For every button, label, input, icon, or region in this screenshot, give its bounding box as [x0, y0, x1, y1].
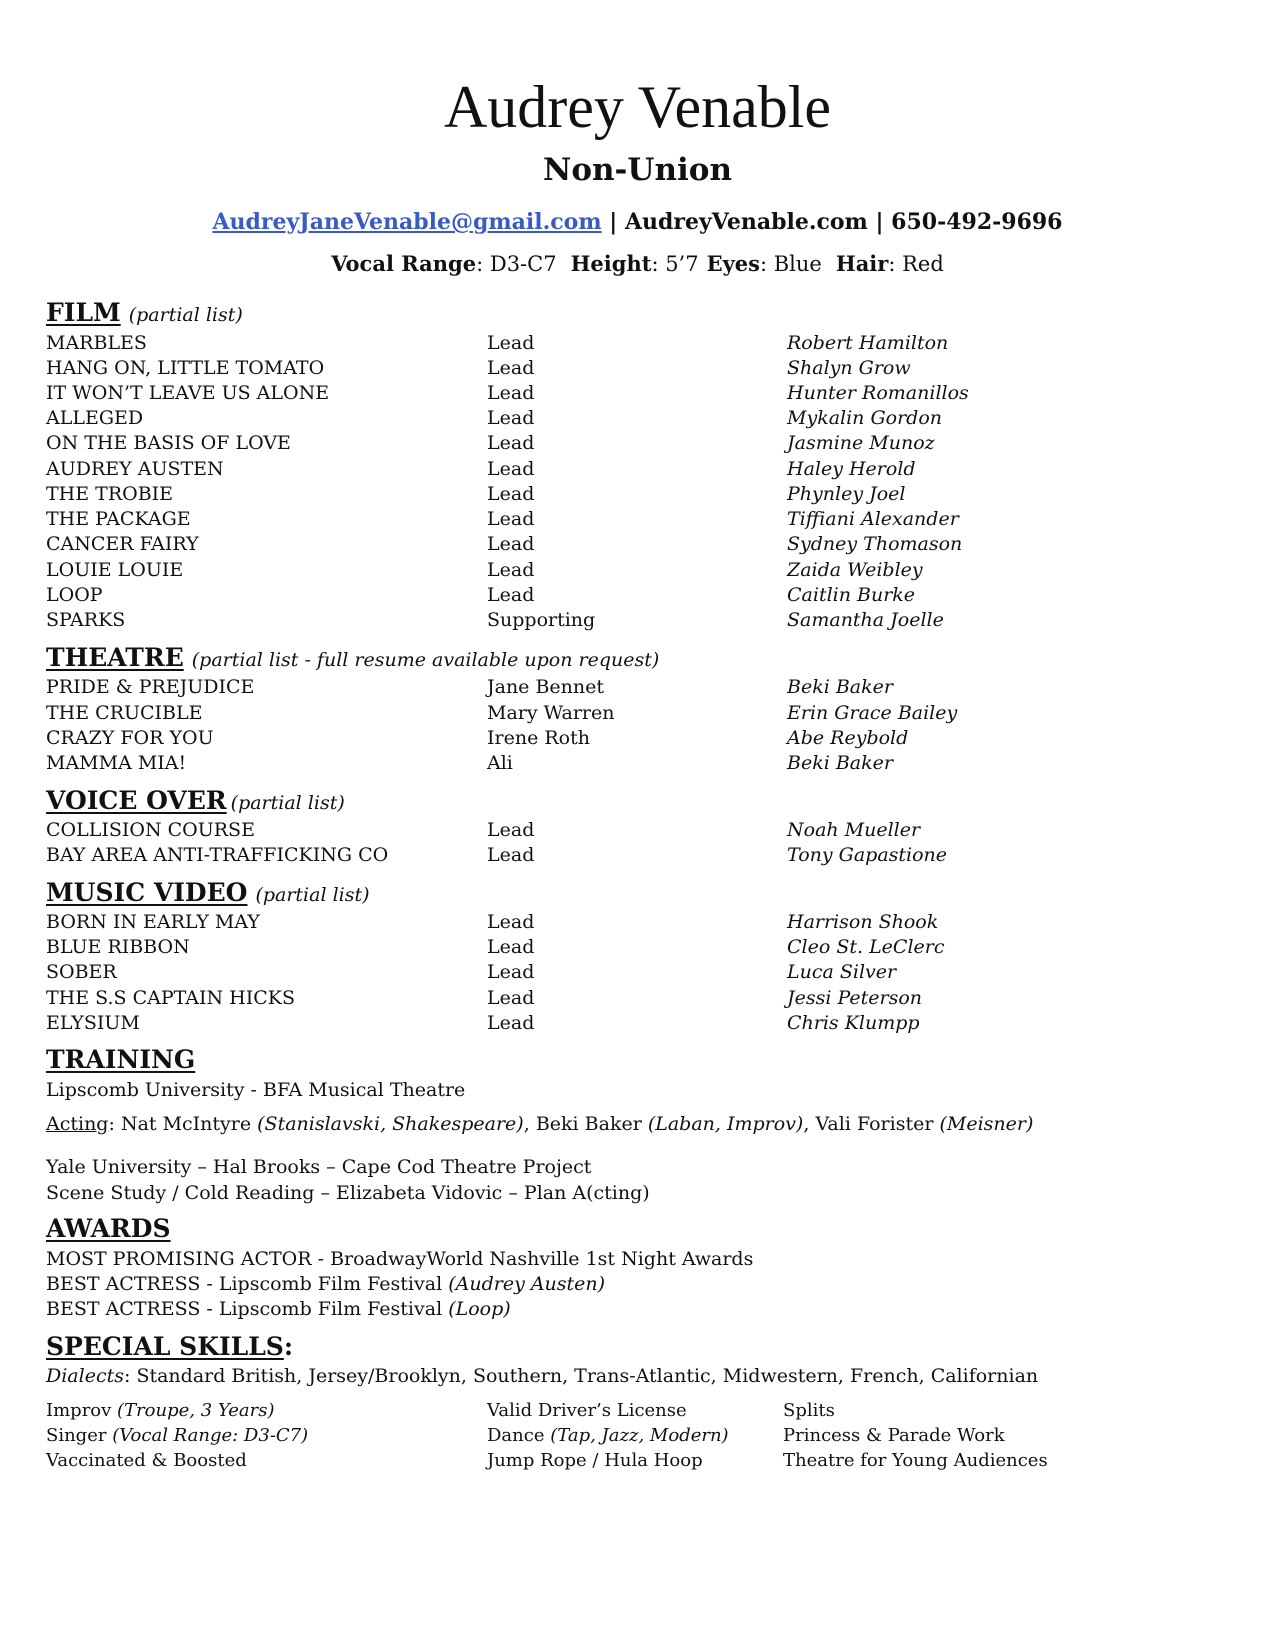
phone-text: 650-492-9696: [891, 209, 1063, 235]
credit-row: [46, 607, 1246, 633]
voice-over-section-heading: [46, 786, 345, 819]
credit-director: Jasmine Munoz: [787, 432, 935, 454]
union-status: Non-Union: [543, 152, 732, 188]
credit-title: THE PACKAGE: [46, 508, 191, 530]
credit-row: [46, 582, 1246, 608]
skill-item: [487, 1424, 729, 1448]
section-note: (partial list): [128, 304, 243, 326]
dialects-line: [46, 1363, 1038, 1389]
credit-director: Sydney Thomason: [787, 533, 963, 555]
award-note: (Loop): [448, 1298, 511, 1320]
teacher-detail: (Stanislavski, Shakespeare): [257, 1113, 524, 1135]
training-section-heading: [46, 1045, 195, 1078]
credit-row: [46, 674, 1246, 700]
height-value: : 5’7: [651, 252, 699, 276]
credit-title: THE S.S CAPTAIN HICKS: [46, 987, 295, 1009]
skill-item: [46, 1424, 308, 1448]
award-item: MOST PROMISING ACTOR - BroadwayWorld Nashville 1st Night Awards: [46, 1248, 754, 1270]
vocal-range-value: : D3-C7: [476, 252, 557, 276]
training-other: Yale University – Hal Brooks – Cape Cod Theatre Project: [46, 1156, 592, 1178]
credit-row: [46, 934, 1246, 960]
credit-role: Lead: [487, 584, 535, 606]
credit-title: BORN IN EARLY MAY: [46, 911, 260, 933]
credit-role: Lead: [487, 533, 535, 555]
credit-role: Lead: [487, 911, 535, 933]
teacher-separator: ,: [803, 1113, 816, 1135]
teacher-name: Beki Baker: [535, 1113, 648, 1135]
credit-role: Ali: [487, 752, 513, 774]
acting-label: Acting: [46, 1113, 109, 1135]
credit-role: Lead: [487, 432, 535, 454]
acting-colon: :: [108, 1113, 121, 1135]
stats-line: [0, 250, 1275, 278]
training-school: Lipscomb University - BFA Musical Theatre: [46, 1079, 466, 1101]
credit-director: Chris Klumpp: [787, 1012, 920, 1034]
skill-item: Princess & Parade Work: [783, 1425, 1005, 1446]
credit-title: COLLISION COURSE: [46, 819, 255, 841]
hair-label: Hair: [835, 251, 889, 276]
training-other: Scene Study / Cold Reading – Elizabeta Vidovic – Plan A(cting): [46, 1182, 650, 1204]
award-item: [46, 1296, 511, 1322]
awards-section-heading: [46, 1214, 171, 1247]
skill-text: Dance: [487, 1425, 551, 1446]
credit-director: Harrison Shook: [787, 911, 939, 933]
credit-director: Jessi Peterson: [787, 987, 923, 1009]
credit-title: MAMMA MIA!: [46, 752, 187, 774]
skill-item: Jump Rope / Hula Hoop: [487, 1450, 703, 1471]
vocal-range-label: Vocal Range: [331, 251, 477, 276]
credit-director: Samantha Joelle: [787, 609, 944, 631]
credit-row: [46, 985, 1246, 1011]
credit-role: Lead: [487, 407, 535, 429]
theatre-section-heading: [46, 643, 659, 676]
credit-title: SPARKS: [46, 609, 126, 631]
credit-row: [46, 456, 1246, 482]
section-title: TRAINING: [46, 1045, 196, 1074]
teacher-name: Nat McIntyre: [120, 1113, 258, 1135]
credit-director: Caitlin Burke: [787, 584, 916, 606]
credit-director: Beki Baker: [787, 752, 893, 774]
training-acting: [46, 1111, 1033, 1137]
credit-row: [46, 380, 1246, 406]
credit-director: Hunter Romanillos: [787, 382, 969, 404]
actor-name: Audrey Venable: [443, 74, 832, 140]
credit-role: Lead: [487, 559, 535, 581]
credit-row: [46, 330, 1246, 356]
credit-role: Jane Bennet: [487, 676, 605, 698]
credit-title: LOUIE LOUIE: [46, 559, 184, 581]
credit-director: Tony Gapastione: [787, 844, 948, 866]
credit-row: [46, 1010, 1246, 1036]
credit-title: CANCER FAIRY: [46, 533, 199, 555]
credit-title: ON THE BASIS OF LOVE: [46, 432, 291, 454]
credit-title: THE TROBIE: [46, 483, 174, 505]
teacher-detail: (Laban, Improv): [647, 1113, 804, 1135]
credit-title: ALLEGED: [46, 407, 144, 429]
skill-text: Singer: [46, 1425, 113, 1446]
skill-text: Improv: [46, 1400, 118, 1421]
credit-row: [46, 700, 1246, 726]
credit-row: [46, 405, 1246, 431]
credit-director: Beki Baker: [787, 676, 893, 698]
credit-director: Noah Mueller: [787, 819, 921, 841]
credit-row: [46, 531, 1246, 557]
section-note: (partial list - full resume available upon request): [191, 649, 660, 671]
section-title: MUSIC VIDEO: [46, 878, 248, 907]
height-label: Height: [570, 251, 652, 276]
skill-note: (Vocal Range: D3-C7): [112, 1425, 309, 1446]
skill-item: Theatre for Young Audiences: [783, 1450, 1048, 1471]
credit-director: Tiffiani Alexander: [787, 508, 959, 530]
skill-item: Splits: [783, 1400, 835, 1421]
credit-role: Lead: [487, 332, 535, 354]
skill-item: [46, 1399, 274, 1423]
credit-role: Lead: [487, 844, 535, 866]
section-title: AWARDS: [46, 1214, 171, 1243]
credit-role: Irene Roth: [487, 727, 590, 749]
skill-item: Vaccinated & Boosted: [46, 1450, 247, 1471]
credit-row: [46, 817, 1246, 843]
award-item: [46, 1271, 605, 1297]
skill-item: Valid Driver’s License: [487, 1400, 687, 1421]
contact-separator: |: [867, 209, 892, 235]
credit-title: ELYSIUM: [46, 1012, 140, 1034]
skills-section-heading: [46, 1332, 293, 1365]
credit-director: Shalyn Grow: [787, 357, 911, 379]
credit-director: Erin Grace Bailey: [787, 702, 958, 724]
credit-title: CRAZY FOR YOU: [46, 727, 214, 749]
credit-title: LOOP: [46, 584, 103, 606]
credit-director: Haley Herold: [787, 458, 916, 480]
section-title: FILM: [46, 298, 121, 327]
credit-role: Lead: [487, 961, 535, 983]
contact-separator: |: [601, 209, 625, 235]
credit-role: Lead: [487, 987, 535, 1009]
teacher-separator: ,: [523, 1113, 536, 1135]
website-text: AudreyVenable.com: [624, 209, 868, 235]
section-title: VOICE OVER: [46, 786, 227, 815]
credit-director: Abe Reybold: [787, 727, 909, 749]
dialects-label: Dialects: [46, 1365, 124, 1387]
credit-title: PRIDE & PREJUDICE: [46, 676, 255, 698]
award-note: (Audrey Austen): [448, 1273, 606, 1295]
credit-row: [46, 725, 1246, 751]
credit-title: BAY AREA ANTI-TRAFFICKING CO: [46, 844, 389, 866]
credit-row: [46, 750, 1246, 776]
credit-row: [46, 430, 1246, 456]
credit-director: Robert Hamilton: [787, 332, 949, 354]
hair-value: : Red: [888, 252, 944, 276]
section-note: (partial list): [255, 884, 370, 906]
section-colon: :: [283, 1332, 294, 1361]
credit-role: Lead: [487, 936, 535, 958]
credit-role: Lead: [487, 508, 535, 530]
film-section-heading: [46, 298, 243, 331]
credit-title: BLUE RIBBON: [46, 936, 190, 958]
credit-director: Cleo St. LeClerc: [787, 936, 945, 958]
credit-role: Supporting: [487, 609, 596, 631]
credit-title: HANG ON, LITTLE TOMATO: [46, 357, 325, 379]
credit-role: Lead: [487, 1012, 535, 1034]
credit-director: Mykalin Gordon: [787, 407, 942, 429]
eyes-value: : Blue: [760, 252, 822, 276]
section-note: (partial list): [230, 792, 345, 814]
award-text: BEST ACTRESS - Lipscomb Film Festival: [46, 1298, 449, 1320]
music-video-section-heading: [46, 878, 370, 911]
credit-role: Lead: [487, 458, 535, 480]
credit-role: Lead: [487, 483, 535, 505]
eyes-label: Eyes: [706, 251, 760, 276]
credit-director: Zaida Weibley: [787, 559, 923, 581]
credit-row: [46, 557, 1246, 583]
section-title: SPECIAL SKILLS: [46, 1332, 284, 1361]
credit-title: THE CRUCIBLE: [46, 702, 203, 724]
credit-title: IT WON’T LEAVE US ALONE: [46, 382, 330, 404]
credit-row: [46, 959, 1246, 985]
email-link[interactable]: AudreyJaneVenable@gmail.com: [212, 209, 602, 235]
credit-title: SOBER: [46, 961, 117, 983]
credit-title: AUDREY AUSTEN: [46, 458, 224, 480]
skill-note: (Tap, Jazz, Modern): [550, 1425, 729, 1446]
teacher-name: Vali Forister: [815, 1113, 940, 1135]
award-text: BEST ACTRESS - Lipscomb Film Festival: [46, 1273, 449, 1295]
credit-row: [46, 355, 1246, 381]
credit-director: Phynley Joel: [787, 483, 906, 505]
credit-row: [46, 842, 1246, 868]
contact-line: [0, 208, 1275, 236]
credit-director: Luca Silver: [787, 961, 897, 983]
credit-row: [46, 481, 1246, 507]
credit-row: [46, 506, 1246, 532]
dialects-value: : Standard British, Jersey/Brooklyn, Southern, Trans-Atlantic, Midwestern, French, Californian: [124, 1365, 1039, 1387]
skill-note: (Troupe, 3 Years): [117, 1400, 275, 1421]
section-title: THEATRE: [46, 643, 184, 672]
credit-title: MARBLES: [46, 332, 147, 354]
credit-role: Lead: [487, 382, 535, 404]
credit-role: Lead: [487, 819, 535, 841]
credit-row: [46, 909, 1246, 935]
teacher-detail: (Meisner): [939, 1113, 1034, 1135]
credit-role: Lead: [487, 357, 535, 379]
credit-role: Mary Warren: [487, 702, 615, 724]
